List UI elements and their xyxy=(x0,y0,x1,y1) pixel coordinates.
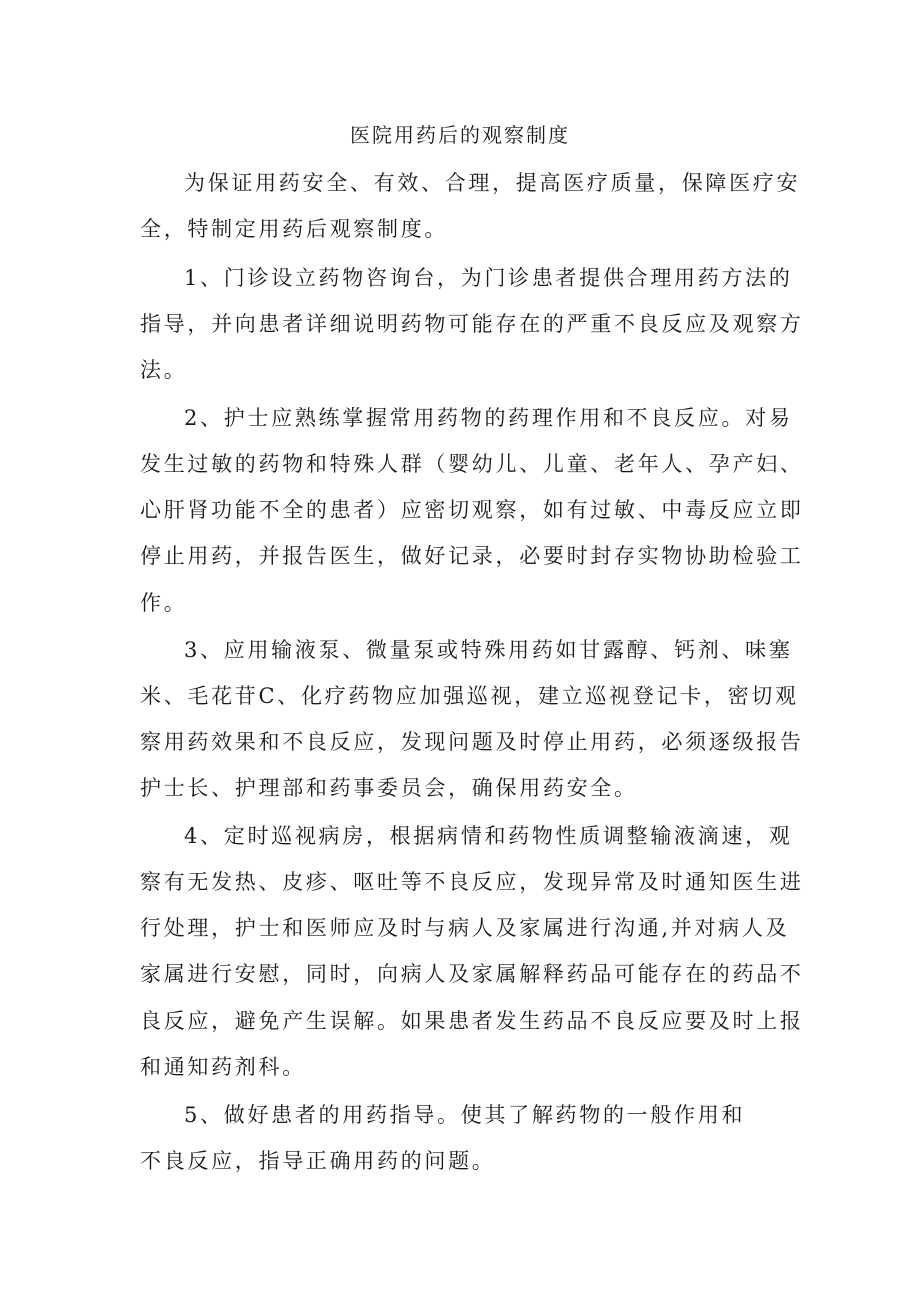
item1-line-3: 法。 xyxy=(140,358,188,382)
item3-line-3: 察用药效果和不良反应，发现问题及时停止用药，必须逐级报告 xyxy=(140,730,804,754)
item2-line-1: 2、护士应熟练掌握常用药物的药理作用和不良反应。对易 xyxy=(184,406,793,430)
item4-line-1: 4、定时巡视病房，根据病情和药物性质调整输液滴速，观 xyxy=(184,824,793,848)
item2-line-3: 心肝肾功能不全的患者）应密切观察，如有过敏、中毒反应立即 xyxy=(140,498,804,522)
item4-line-4: 家属进行安慰，同时，向病人及家属解释药品可能存在的药品不 xyxy=(140,962,804,986)
item4-line-6: 和通知药剂科。 xyxy=(140,1055,306,1079)
item5-line-1: 5、做好患者的用药指导。使其了解药物的一般作用和 xyxy=(184,1103,746,1127)
item1-line-2: 指导，并向患者详细说明药物可能存在的严重不良反应及观察方 xyxy=(140,312,804,336)
item3-line-4: 护士长、护理部和药事委员会，确保用药安全。 xyxy=(140,776,638,800)
document-title: 医院用药后的观察制度 xyxy=(350,123,570,147)
item2-line-5: 作。 xyxy=(140,591,188,615)
item4-line-5: 良反应，避免产生误解。如果患者发生药品不良反应要及时上报 xyxy=(140,1009,804,1033)
item4-line-3: 行处理，护士和医师应及时与病人及家属进行沟通,并对病人及 xyxy=(140,916,790,940)
intro-line-1: 为保证用药安全、有效、合理，提高医疗质量，保障医疗安 xyxy=(184,171,801,195)
item2-line-2: 发生过敏的药物和特殊人群（婴幼儿、儿童、老年人、孕产妇、 xyxy=(140,452,804,476)
item2-line-4: 停止用药，并报告医生，做好记录，必要时封存实物协助检验工 xyxy=(140,544,804,568)
intro-line-2: 全，特制定用药后观察制度。 xyxy=(140,217,449,241)
item1-line-1: 1、门诊设立药物咨询台，为门诊患者提供合理用药方法的 xyxy=(184,266,793,290)
item5-line-2: 不良反应，指导正确用药的问题。 xyxy=(140,1149,496,1173)
item3-line-1: 3、应用输液泵、微量泵或特殊用药如甘露醇、钙剂、味塞 xyxy=(184,638,793,662)
item3-line-2: 米、毛花苷C、化疗药物应加强巡视，建立巡视登记卡，密切观 xyxy=(140,684,799,708)
item4-line-2: 察有无发热、皮疹、呕吐等不良反应，发现异常及时通知医生进 xyxy=(140,870,804,894)
